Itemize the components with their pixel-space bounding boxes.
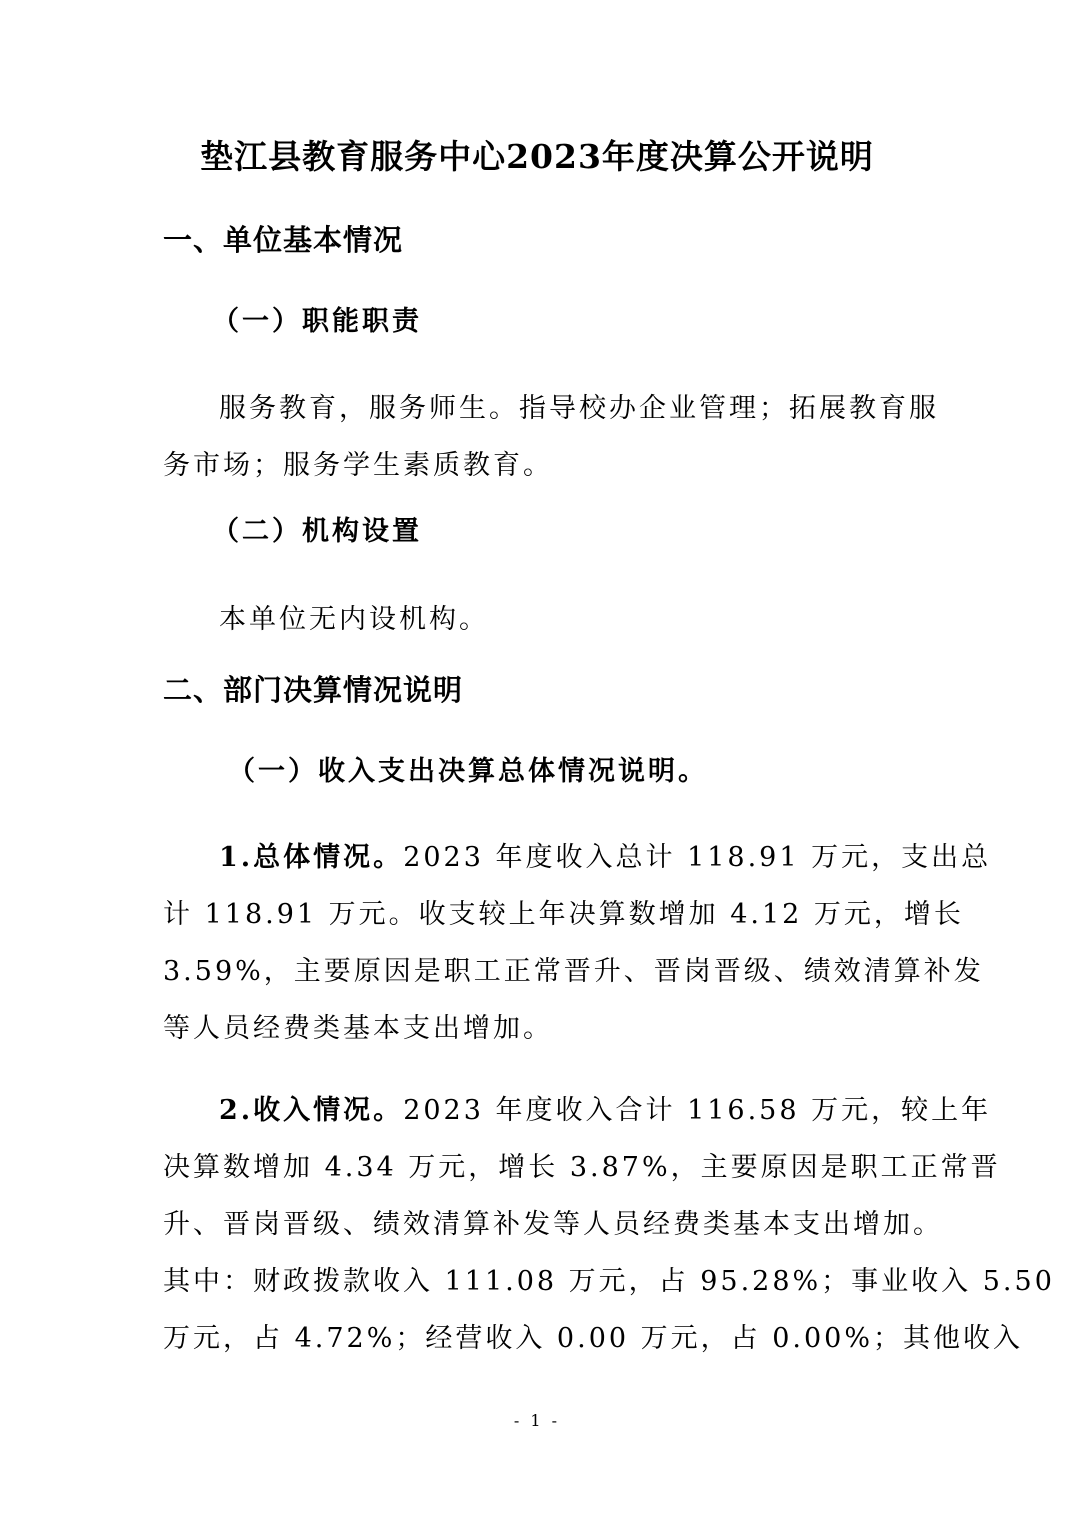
- paragraph-line: 计 118.91 万元。收支较上年决算数增加 4.12 万元，增长: [163, 899, 964, 930]
- paragraph-line: 等人员经费类基本支出增加。: [163, 1013, 553, 1044]
- paragraph-line: 其中：财政拨款收入 111.08 万元，占 95.28%；事业收入 5.50: [163, 1266, 1055, 1297]
- item-label-overall: 1.总体情况。: [219, 842, 404, 873]
- section-heading-basic-info: 一、单位基本情况: [163, 223, 404, 257]
- paragraph-revenue: [163, 1082, 1055, 1367]
- paragraph-overall: [163, 829, 992, 1057]
- paragraph-line: 本单位无内设机构。: [219, 604, 489, 635]
- item-label-revenue: 2.收入情况。: [219, 1095, 404, 1126]
- document-title: 垫江县教育服务中心2023年度决算公开说明: [200, 137, 874, 176]
- paragraph-duties: [163, 380, 939, 494]
- paragraph-line: 3.59%，主要原因是职工正常晋升、晋岗晋级、绩效清算补发: [163, 956, 984, 987]
- section-heading-final-accounts: 二、部门决算情况说明: [163, 673, 464, 707]
- paragraph-line: 升、晋岗晋级、绩效清算补发等人员经费类基本支出增加。: [163, 1209, 943, 1240]
- paragraph-line: 1.总体情况。2023 年度收入总计 118.91 万元，支出总: [219, 842, 992, 873]
- subsection-heading-revenue-expenditure: （一）收入支出决算总体情况说明。: [228, 756, 708, 787]
- paragraph-line: 决算数增加 4.34 万元，增长 3.87%，主要原因是职工正常晋: [163, 1152, 1001, 1183]
- subsection-heading-organization: （二）机构设置: [212, 516, 422, 547]
- page-number: - 1 -: [513, 1411, 561, 1430]
- paragraph-organization: [163, 591, 915, 648]
- paragraph-line: 务市场；服务学生素质教育。: [163, 450, 553, 481]
- paragraph-line: 服务教育，服务师生。指导校办企业管理；拓展教育服: [219, 393, 939, 424]
- paragraph-line: 万元，占 4.72%；经营收入 0.00 万元，占 0.00%；其他收入: [163, 1323, 1023, 1354]
- paragraph-line: 2.收入情况。2023 年度收入合计 116.58 万元，较上年: [219, 1095, 992, 1126]
- subsection-heading-duties: （一）职能职责: [212, 306, 422, 337]
